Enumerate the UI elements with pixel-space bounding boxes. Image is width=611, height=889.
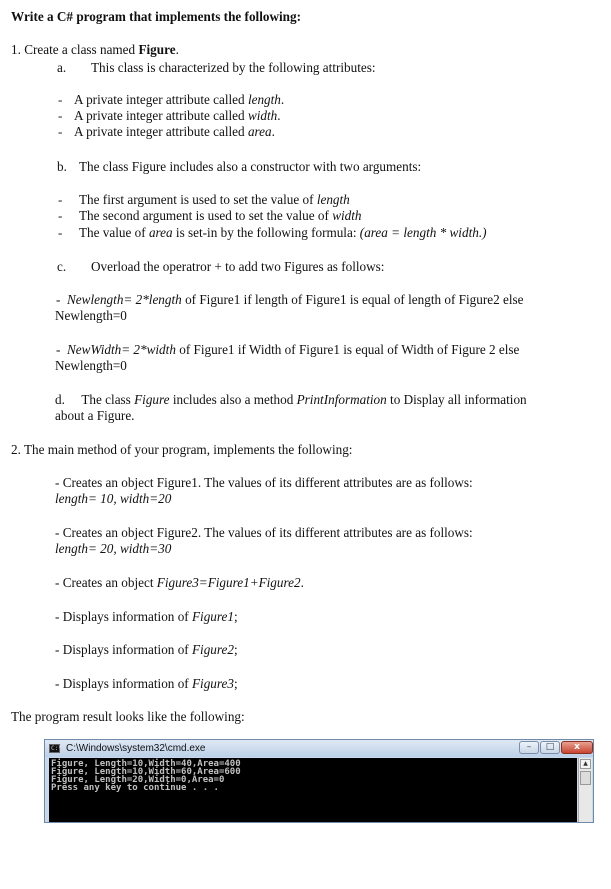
formula: (area = length * width.)	[359, 225, 487, 240]
bullet: -	[58, 92, 63, 107]
attr-punct: .	[271, 124, 275, 139]
item-d-text: includes also a method	[169, 392, 297, 407]
point-em: area	[148, 225, 173, 240]
bullet: -	[58, 208, 63, 223]
attr-text: A private integer attribute called	[74, 108, 248, 123]
minimize-button[interactable]: –	[519, 741, 539, 754]
create-text: - Creates an object	[55, 575, 157, 590]
bullet: -	[58, 108, 63, 123]
create-figure1: - Creates an object Figure1. The values of its different attributes are as follows:	[55, 475, 473, 490]
cmd-scrollbar[interactable]	[578, 758, 592, 822]
item-d-text: The class	[81, 392, 135, 407]
bullet: -	[56, 292, 61, 307]
overload-rule-1-else: Newlength=0	[55, 308, 127, 323]
cmd-titlebar	[45, 740, 593, 757]
result-intro: The program result looks like the following:	[11, 709, 245, 724]
attr-punct: .	[280, 92, 285, 107]
display-text: - Displays information of	[55, 642, 192, 657]
bullet: -	[58, 192, 63, 207]
display-em: Figure3	[191, 676, 234, 691]
display-punct: ;	[233, 676, 238, 691]
output-line: Figure, Length=10,Width=40,Area=400	[51, 759, 241, 769]
display-em: Figure2	[191, 642, 234, 657]
maximize-button[interactable]: □	[540, 741, 560, 754]
scroll-thumb[interactable]	[580, 771, 591, 785]
cmd-icon: C:\	[51, 745, 62, 752]
point-text: The value of	[79, 225, 149, 240]
display-punct: ;	[233, 642, 238, 657]
rule-em: NewWidth= 2*width	[67, 342, 176, 357]
item-d-marker: d.	[55, 392, 65, 407]
display-figure1	[55, 609, 238, 625]
item-1-class-name: Figure	[138, 42, 176, 57]
output-line: Figure, Length=10,Width=60,Area=600	[51, 767, 241, 777]
constructor-point-3	[79, 225, 487, 241]
output-line: Press any key to continue . . .	[51, 783, 219, 793]
item-b-text: The class Figure includes also a constructor with two arguments:	[79, 159, 422, 174]
item-d-method: PrintInformation	[296, 392, 387, 407]
bullet: -	[56, 342, 61, 357]
display-figure3	[55, 676, 238, 692]
bullet: -	[58, 124, 63, 139]
constructor-point-1	[79, 192, 350, 208]
overload-rule-2	[56, 342, 519, 358]
scroll-up-icon[interactable]: ▲	[580, 759, 591, 769]
item-d	[55, 392, 527, 408]
cmd-title: C:\Windows\system32\cmd.exe	[66, 743, 206, 754]
point-text: The second argument is used to set the value of	[79, 208, 333, 223]
display-text: - Displays information of	[55, 609, 192, 624]
cmd-window	[44, 739, 594, 823]
item-d-line2: about a Figure.	[55, 408, 135, 423]
display-figure2	[55, 642, 238, 658]
bullet: -	[58, 225, 63, 240]
attr-name: area	[247, 124, 272, 139]
item-1	[11, 42, 179, 58]
point-em: width	[332, 208, 362, 223]
overload-rule-1	[56, 292, 523, 308]
rule-text: of Figure1 if length of Figure1 is equal of length of Figure2 else	[181, 292, 524, 307]
close-button[interactable]: x	[561, 741, 593, 754]
item-2: 2. The main method of your program, implements the following:	[11, 442, 353, 457]
figure1-values: length= 10, width=20	[55, 491, 172, 506]
item-d-class: Figure	[134, 392, 170, 407]
attr-text: A private integer attribute called	[74, 92, 248, 107]
attr-punct: .	[277, 108, 281, 123]
display-punct: ;	[233, 609, 238, 624]
item-1-prefix: 1. Create a class named	[11, 42, 139, 57]
rule-em: Newlength= 2*length	[67, 292, 182, 307]
rule-text: of Figure1 if Width of Figure1 is equal of Width of Figure 2 else	[175, 342, 520, 357]
output-line: Figure, Length=20,Width=0,Area=0	[51, 775, 225, 785]
item-1-suffix: .	[175, 42, 179, 57]
item-b-marker: b.	[57, 159, 67, 174]
create-figure3	[55, 575, 304, 591]
constructor-point-2	[79, 208, 362, 224]
item-c-text: Overload the operatror + to add two Figures as follows:	[91, 259, 385, 274]
item-c-marker: c.	[57, 259, 67, 274]
item-a-marker: a.	[57, 60, 67, 75]
heading: Write a C# program that implements the following:	[11, 9, 301, 24]
attr-name: length	[247, 92, 281, 107]
attr-text: A private integer attribute called	[74, 124, 248, 139]
display-text: - Displays information of	[55, 676, 192, 691]
display-em: Figure1	[191, 609, 234, 624]
item-a-text: This class is characterized by the following attributes:	[91, 60, 376, 75]
attr-width	[74, 108, 281, 124]
attr-area	[74, 124, 275, 140]
attr-name: width	[247, 108, 278, 123]
figure2-values: length= 20, width=30	[55, 541, 172, 556]
create-em: Figure3=Figure1+Figure2	[156, 575, 301, 590]
attr-length	[74, 92, 284, 108]
overload-rule-2-else: Newlength=0	[55, 358, 127, 373]
point-em: length	[316, 192, 350, 207]
item-d-text: to Display all information	[386, 392, 527, 407]
create-punct: .	[300, 575, 304, 590]
cmd-output	[49, 758, 577, 822]
point-text: The first argument is used to set the value of	[79, 192, 317, 207]
point-text: is set-in by the following formula:	[172, 225, 360, 240]
create-figure2: - Creates an object Figure2. The values of its different attributes are as follows:	[55, 525, 473, 540]
